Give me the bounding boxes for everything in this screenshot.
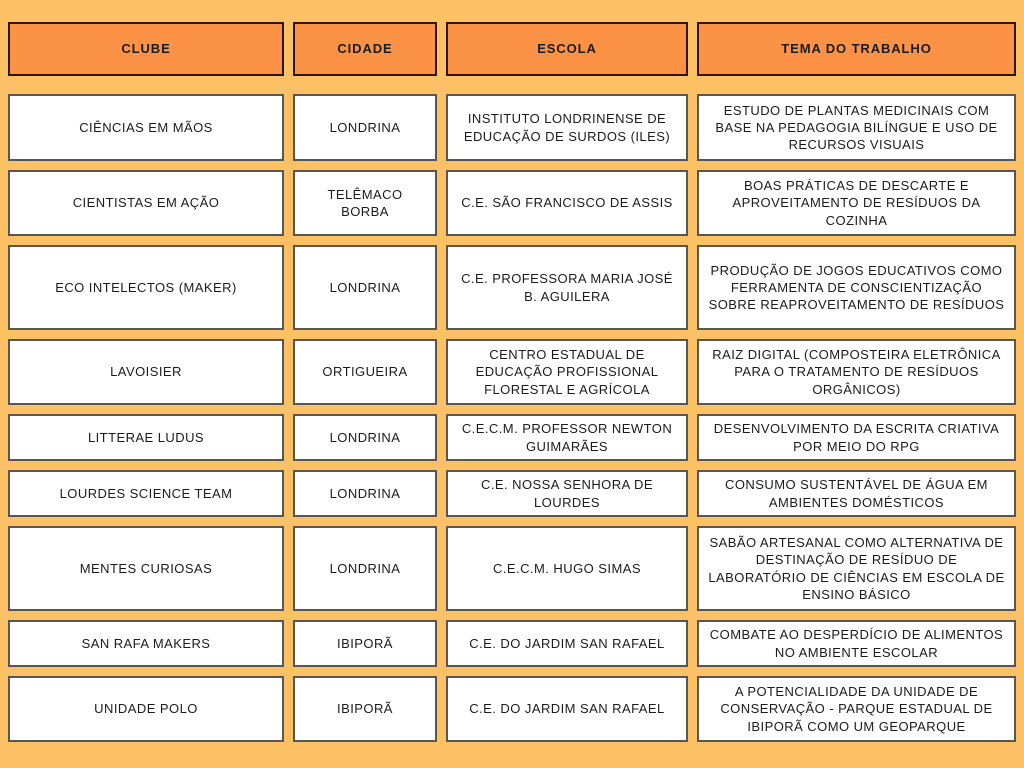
cell-tema	[697, 470, 1016, 517]
cell-escola	[446, 245, 688, 330]
cell-escola-text: C.E. DO JARDIM SAN RAFAEL	[469, 635, 665, 651]
table-row	[8, 339, 1016, 405]
cell-cidade-text: LONDRINA	[329, 485, 401, 501]
cell-clube	[8, 414, 284, 461]
column-header-clube-label: CLUBE	[121, 41, 171, 57]
cell-cidade	[293, 339, 437, 405]
table-row	[8, 620, 1016, 667]
cell-clube-text: LAVOISIER	[110, 364, 182, 380]
cell-cidade-text: TELÊMACO BORBA	[327, 186, 403, 219]
cell-clube	[8, 676, 284, 742]
cell-escola	[446, 676, 688, 742]
cell-tema	[697, 245, 1016, 330]
cell-cidade	[293, 170, 437, 236]
cell-clube	[8, 94, 284, 161]
cell-escola	[446, 170, 688, 236]
cell-clube-text: MENTES CURIOSAS	[79, 560, 213, 576]
cell-tema	[697, 414, 1016, 461]
table-row	[8, 245, 1016, 330]
cell-tema-text: DESENVOLVIMENTO DA ESCRITA CRIATIVA POR MEIO DO RPG	[713, 421, 1000, 454]
cell-escola	[446, 620, 688, 667]
column-header-clube	[8, 22, 284, 76]
cell-cidade	[293, 414, 437, 461]
cell-cidade	[293, 245, 437, 330]
column-header-cidade-label: CIDADE	[337, 41, 393, 57]
cell-tema-text: CONSUMO SUSTENTÁVEL DE ÁGUA EM AMBIENTES DOMÉSTICOS	[725, 477, 988, 510]
cell-cidade-text: IBIPORÃ	[337, 635, 393, 651]
cell-escola-text: C.E.C.M. PROFESSOR NEWTON GUIMARÃES	[461, 421, 673, 454]
cell-escola-text: CENTRO ESTADUAL DE EDUCAÇÃO PROFISSIONAL FLORESTAL E AGRÍCOLA	[475, 347, 659, 397]
cell-clube-text: SAN RAFA MAKERS	[81, 635, 211, 651]
column-header-tema-label: TEMA DO TRABALHO	[781, 41, 932, 57]
cell-cidade	[293, 526, 437, 611]
cell-cidade	[293, 470, 437, 517]
cell-tema	[697, 339, 1016, 405]
cell-escola	[446, 339, 688, 405]
table-row	[8, 470, 1016, 517]
cell-escola	[446, 94, 688, 161]
cell-escola-text: C.E. NOSSA SENHORA DE LOURDES	[481, 477, 653, 510]
cell-tema-text: PRODUÇÃO DE JOGOS EDUCATIVOS COMO FERRAMENTA DE CONSCIENTIZAÇÃO SOBRE REAPROVEITAMENTO DE RESÍDUOS	[708, 262, 1005, 313]
cell-cidade-text: LONDRINA	[329, 119, 401, 135]
column-header-tema	[697, 22, 1016, 76]
cell-escola-text: C.E. PROFESSORA MARIA JOSÉ B. AGUILERA	[461, 271, 673, 304]
cell-tema-text: BOAS PRÁTICAS DE DESCARTE E APROVEITAMENTO DE RESÍDUOS DA COZINHA	[732, 178, 981, 228]
cell-tema-text: ESTUDO DE PLANTAS MEDICINAIS COM BASE NA PEDAGOGIA BILÍNGUE E USO DE RECURSOS VISUAIS	[715, 102, 998, 153]
cell-escola	[446, 414, 688, 461]
cell-tema-text: RAIZ DIGITAL (COMPOSTEIRA ELETRÔNICA PARA O TRATAMENTO DE RESÍDUOS ORGÂNICOS)	[712, 347, 1001, 397]
cell-clube	[8, 470, 284, 517]
table-row	[8, 414, 1016, 461]
cell-tema-text: A POTENCIALIDADE DA UNIDADE DE CONSERVAÇÃO - PARQUE ESTADUAL DE IBIPORÃ COMO UM GEOPARQUE	[720, 684, 993, 734]
cell-escola-text: C.E. SÃO FRANCISCO DE ASSIS	[461, 195, 673, 211]
cell-cidade-text: LONDRINA	[329, 560, 401, 576]
cell-clube	[8, 339, 284, 405]
column-header-cidade	[293, 22, 437, 76]
cell-clube-text: LITTERAE LUDUS	[87, 429, 205, 445]
cell-tema	[697, 526, 1016, 611]
cell-escola	[446, 470, 688, 517]
table-header-row	[8, 22, 1016, 76]
cell-clube-text: UNIDADE POLO	[94, 701, 198, 717]
cell-escola-text: C.E.C.M. HUGO SIMAS	[493, 560, 641, 576]
cell-escola	[446, 526, 688, 611]
table-row	[8, 676, 1016, 742]
cell-cidade	[293, 94, 437, 161]
cell-cidade	[293, 676, 437, 742]
cell-escola-text: C.E. DO JARDIM SAN RAFAEL	[469, 701, 665, 717]
cell-clube-text: ECO INTELECTOS (MAKER)	[55, 279, 237, 295]
table-row	[8, 94, 1016, 161]
cell-cidade	[293, 620, 437, 667]
cell-tema	[697, 676, 1016, 742]
cell-cidade-text: ORTIGUEIRA	[322, 364, 408, 380]
cell-clube	[8, 526, 284, 611]
table-row	[8, 526, 1016, 611]
table-row	[8, 170, 1016, 236]
cell-tema	[697, 170, 1016, 236]
cell-tema	[697, 94, 1016, 161]
column-header-escola	[446, 22, 688, 76]
cell-tema-text: COMBATE AO DESPERDÍCIO DE ALIMENTOS NO AMBIENTE ESCOLAR	[709, 627, 1004, 660]
cell-clube-text: LOURDES SCIENCE TEAM	[59, 485, 233, 501]
cell-escola-text: INSTITUTO LONDRINENSE DE EDUCAÇÃO DE SURDOS (ILES)	[463, 111, 671, 144]
cell-clube	[8, 170, 284, 236]
cell-cidade-text: LONDRINA	[329, 279, 401, 295]
cell-clube-text: CIÊNCIAS EM MÃOS	[79, 119, 213, 135]
cell-clube	[8, 245, 284, 330]
cell-tema-text: SABÃO ARTESANAL COMO ALTERNATIVA DE DESTINAÇÃO DE RESÍDUO DE LABORATÓRIO DE CIÊNCIAS EM ESCOLA DE ENSINO BÁSICO	[708, 535, 1005, 602]
cell-clube-text: CIENTISTAS EM AÇÃO	[72, 195, 220, 211]
cell-clube	[8, 620, 284, 667]
column-header-escola-label: ESCOLA	[537, 41, 597, 57]
cell-cidade-text: LONDRINA	[329, 429, 401, 445]
cell-tema	[697, 620, 1016, 667]
cell-cidade-text: IBIPORÃ	[337, 701, 393, 717]
